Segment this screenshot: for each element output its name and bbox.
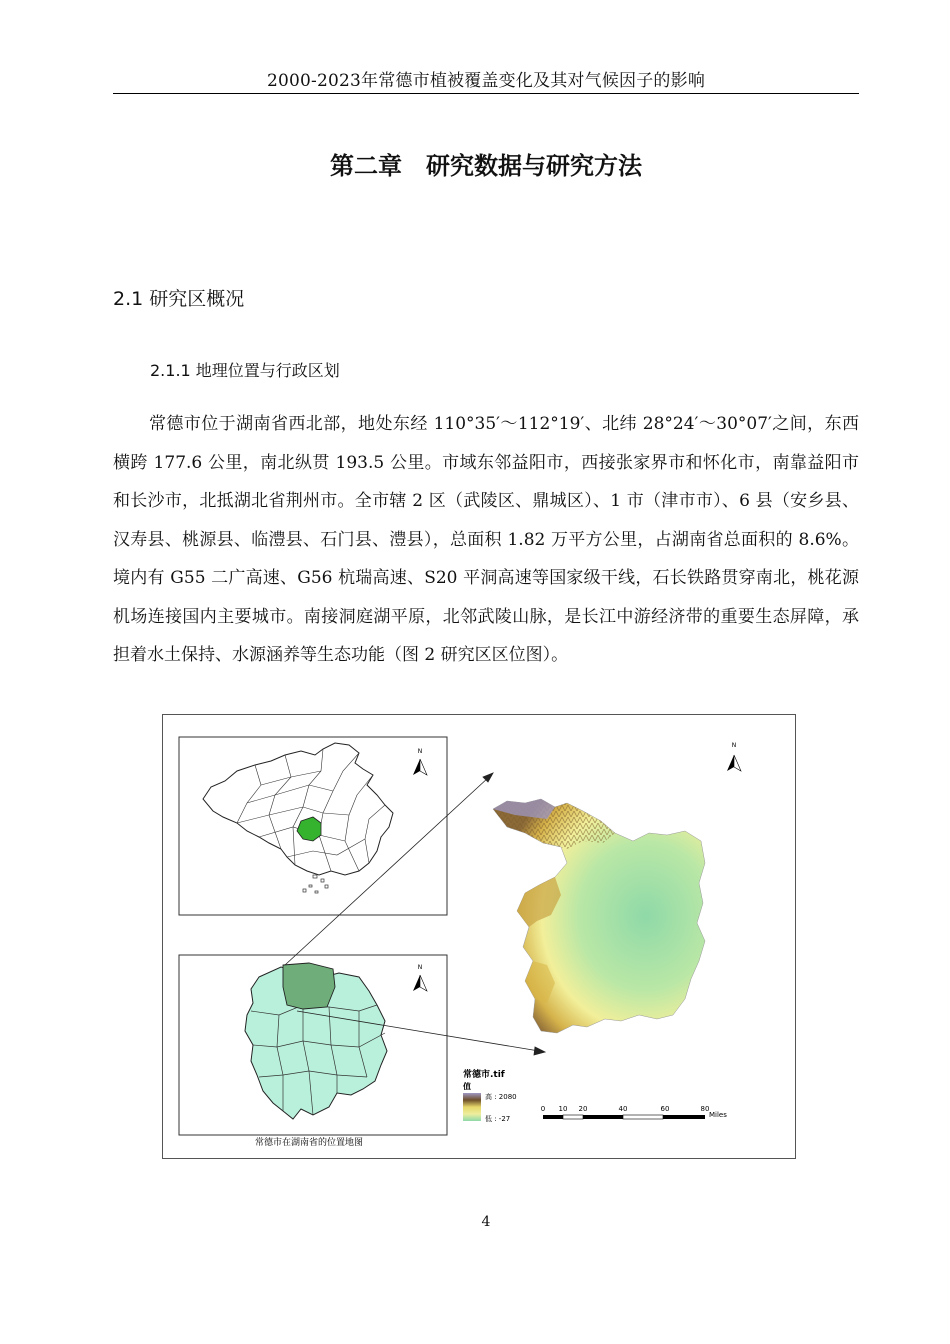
chapter-title: 第二章 研究数据与研究方法 — [330, 152, 642, 180]
north-arrow-main-icon — [727, 755, 741, 771]
scale-tick: 0 — [540, 1105, 546, 1113]
north-label-2: N — [417, 964, 423, 971]
legend-low-label: 低 : -27 — [485, 1115, 511, 1123]
figure-map-svg — [163, 715, 796, 1159]
header-rule — [113, 93, 859, 94]
legend-high-label: 高 : 2080 — [485, 1093, 517, 1101]
section-title: 2.1 研究区概况 — [113, 288, 245, 310]
legend-layer-name: 常德市.tif — [463, 1070, 505, 1080]
scale-tick: 10 — [558, 1105, 568, 1113]
subsection-title: 2.1.1 地理位置与行政区划 — [150, 361, 340, 380]
north-label-main: N — [731, 742, 737, 749]
legend-color-ramp — [463, 1093, 481, 1121]
north-label-1: N — [417, 748, 423, 755]
scale-tick: 80 — [700, 1105, 710, 1113]
scale-bar-unit: Miles — [709, 1111, 727, 1119]
study-area-figure — [162, 714, 796, 1159]
changde-highlight — [283, 963, 335, 1009]
scale-tick: 20 — [578, 1105, 588, 1113]
scale-tick: 40 — [618, 1105, 628, 1113]
scale-bar-ticks — [541, 1105, 710, 1113]
page-number: 4 — [481, 1214, 491, 1230]
scale-bar — [543, 1115, 705, 1119]
running-header: 2000-2023年常德市植被覆盖变化及其对气候因子的影响 — [266, 71, 706, 91]
legend-value-label: 值 — [463, 1082, 471, 1091]
scale-tick: 60 — [660, 1105, 670, 1113]
inset-caption: 常德市在湖南省的位置地图 — [254, 1138, 364, 1148]
body-paragraph: 常德市位于湖南省西北部，地处东经 110°35′～112°19′、北纬 28°24′～30°07′之间，东西横跨 177.6 公里，南北纵贯 193.5 公里。市域东邻益阳市，西接张家界市和怀化市，南靠益阳市和长沙市，北抵湖北省荆州市。全市辖 2 区（武陵区、鼎城区）、1 市（津市市）、6 县（安乡县、汉寿县、桃源县、临澧县、石门县、澧县），总面积 1.82 万平方公里，占湖南省总面积的 8.6%。境内有 G55 二广高速、G56 杭瑞高速、S20 平洞高速等国家级干线，石长铁路贯穿南北，桃花源机场连接国内主要城市。南接洞庭湖平原，北邻武陵山脉，是长江中游经济带的重要生态屏障，承担着水土保持、水源涵养等生态功能（图 2 研究区区位图）。 — [113, 414, 859, 665]
